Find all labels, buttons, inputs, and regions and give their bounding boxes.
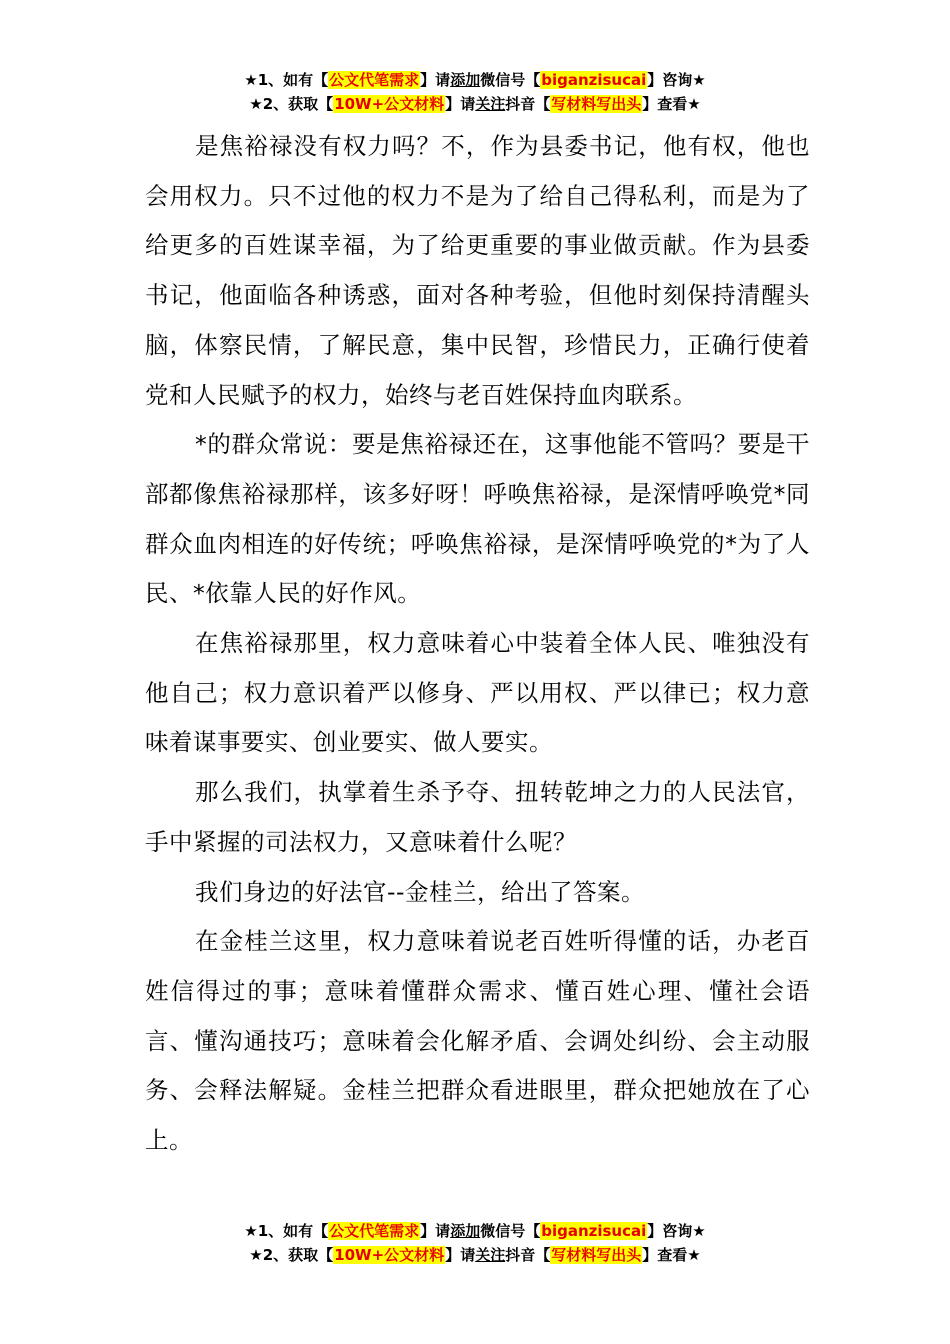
header-emphasis-add: 添加 xyxy=(450,71,481,89)
header-emphasis-follow: 关注 xyxy=(475,95,506,113)
header-line-1-mid2: 微信号【 xyxy=(480,71,541,89)
paragraph-6: 在金桂兰这里，权力意味着说老百姓听得懂的话，办老百姓信得过的事；意味着懂群众需求、懂百姓心理、懂社会语言、懂沟通技巧；意味着会化解矛盾、会调处纠纷、会主动服务、会释法解疑。金桂兰把群众看进眼里，群众把她放在了心上。 xyxy=(145,927,810,1155)
paragraph-2: *的群众常说：要是焦裕禄还在，这事他能不管吗？要是干部都像焦裕禄那样，该多好呀！呼唤焦裕禄，是深情呼唤党*同群众血肉相连的好传统；呼唤焦裕禄，是深情呼唤党的*为了人民、*依靠人民的好作风。 xyxy=(145,430,810,608)
header-line-2-prefix: ★2、获取【 xyxy=(249,95,334,113)
header-highlight-douyin-account: 写材料写出头 xyxy=(551,95,642,113)
footer-line-1-mid: 】请 xyxy=(420,1222,451,1240)
header-line-2-mid: 】请 xyxy=(445,95,476,113)
footer-line-2-prefix: ★2、获取【 xyxy=(249,1246,334,1264)
header-line-1 xyxy=(0,68,950,92)
footer-highlight-douyin-account: 写材料写出头 xyxy=(551,1246,642,1264)
footer-banner xyxy=(0,1219,950,1267)
header-banner xyxy=(0,68,950,116)
footer-line-2-mid: 】请 xyxy=(445,1246,476,1264)
document-body xyxy=(145,122,810,1166)
header-line-1-prefix: ★1、如有【 xyxy=(244,71,329,89)
footer-line-1 xyxy=(0,1219,950,1243)
paragraph-4: 那么我们，执掌着生杀予夺、扭转乾坤之力的人民法官，手中紧握的司法权力，又意味着什么呢？ xyxy=(145,778,810,856)
footer-line-2-suffix: 】查看★ xyxy=(642,1246,701,1264)
footer-line-1-prefix: ★1、如有【 xyxy=(244,1222,329,1240)
paragraph-1: 是焦裕禄没有权力吗？不，作为县委书记，他有权，他也会用权力。只不过他的权力不是为了给自己得私利，而是为了给更多的百姓谋幸福，为了给更重要的事业做贡献。作为县委书记，他面临各种诱惑，面对各种考验，但他时刻保持清醒头脑，体察民情，了解民意，集中民智，珍惜民力，正确行使着党和人民赋予的权力，始终与老百姓保持血肉联系。 xyxy=(145,132,810,409)
header-line-2-mid2: 抖音【 xyxy=(505,95,551,113)
header-line-1-mid: 】请 xyxy=(420,71,451,89)
header-highlight-wechat-id: biganzisucai xyxy=(541,71,647,89)
header-line-2 xyxy=(0,92,950,116)
footer-line-2 xyxy=(0,1243,950,1267)
paragraph-5: 我们身边的好法官--金桂兰，给出了答案。 xyxy=(195,877,645,906)
footer-line-1-suffix: 】咨询★ xyxy=(647,1222,706,1240)
header-highlight-service: 公文代笔需求 xyxy=(329,71,420,89)
footer-line-2-mid2: 抖音【 xyxy=(505,1246,551,1264)
footer-emphasis-add: 添加 xyxy=(450,1222,481,1240)
footer-highlight-service: 公文代笔需求 xyxy=(329,1222,420,1240)
header-line-1-suffix: 】咨询★ xyxy=(647,71,706,89)
paragraph-3: 在焦裕禄那里，权力意味着心中装着全体人民、唯独没有他自己；权力意识着严以修身、严以用权、严以律已；权力意味着谋事要实、创业要实、做人要实。 xyxy=(145,629,810,757)
footer-highlight-materials: 10W+公文材料 xyxy=(334,1246,445,1264)
header-highlight-materials: 10W+公文材料 xyxy=(334,95,445,113)
footer-line-1-mid2: 微信号【 xyxy=(480,1222,541,1240)
footer-emphasis-follow: 关注 xyxy=(475,1246,506,1264)
footer-highlight-wechat-id: biganzisucai xyxy=(541,1222,647,1240)
header-line-2-suffix: 】查看★ xyxy=(642,95,701,113)
